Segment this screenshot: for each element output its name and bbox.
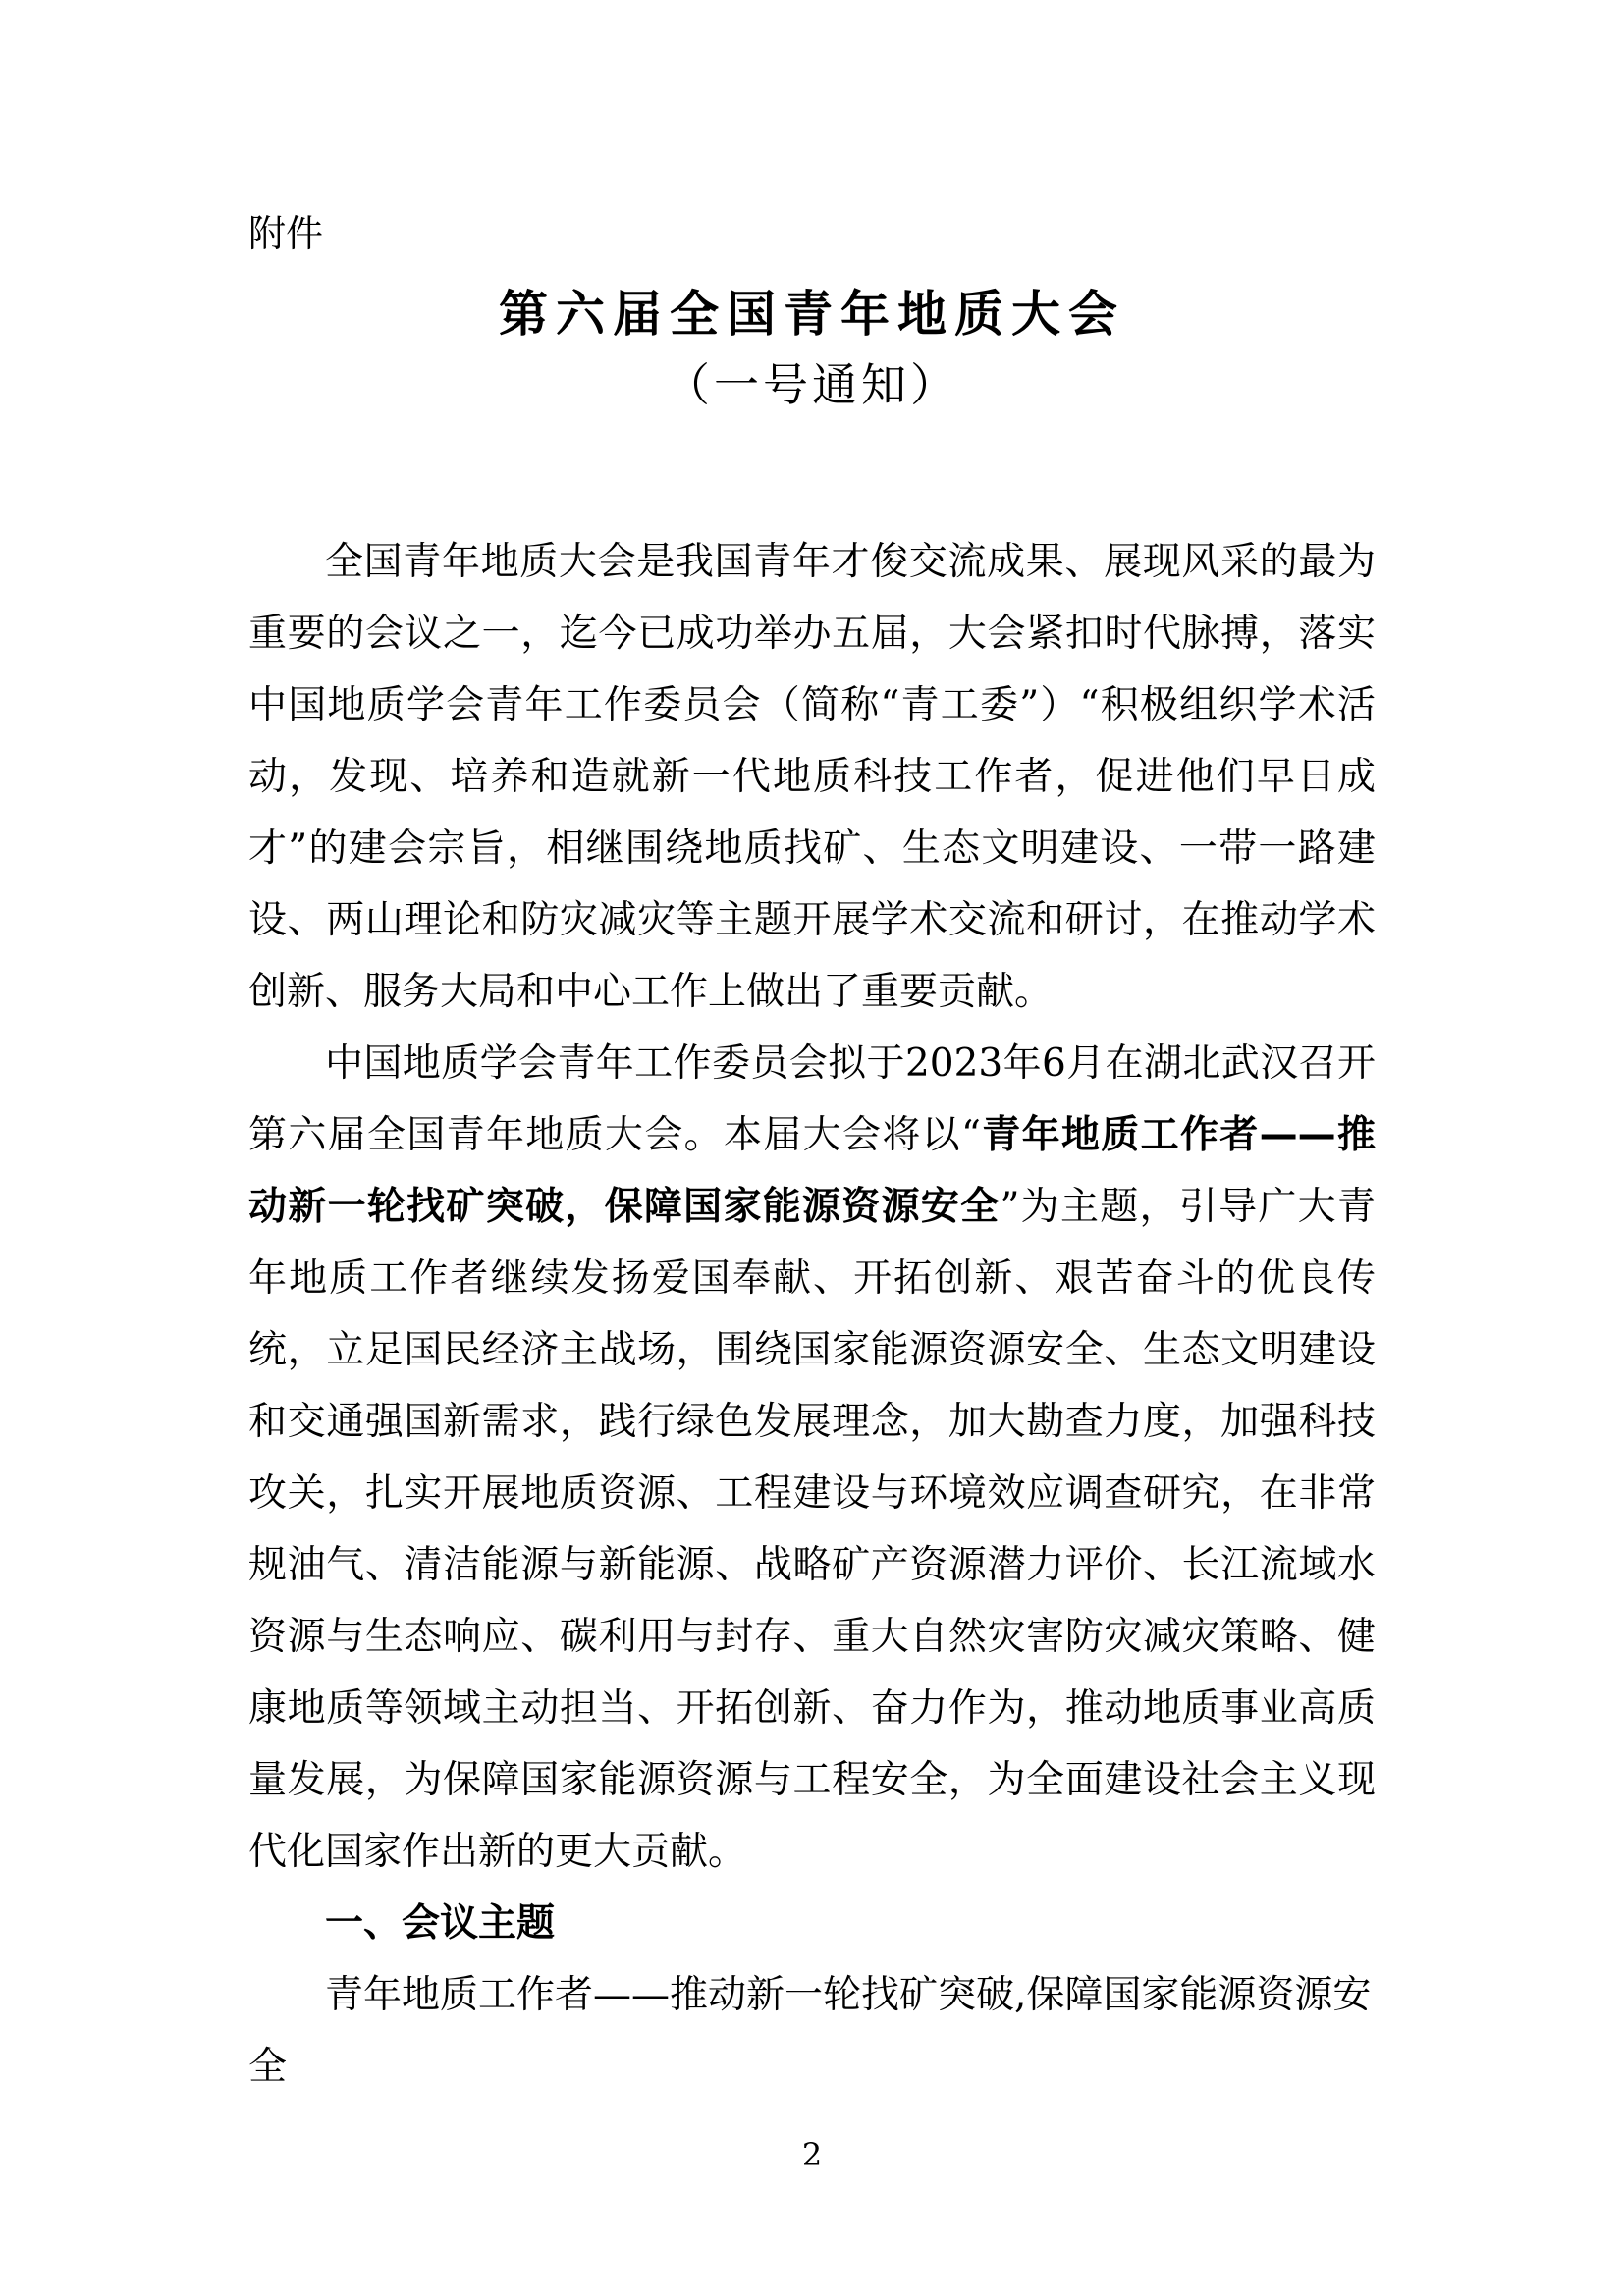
page-number: 2 (801, 2136, 823, 2173)
section-heading-conference-theme: 一、会议主题 (325, 1901, 556, 1946)
document-body (248, 526, 1376, 2103)
paragraph-announcement-post: ”为主题，引导广大青年地质工作者继续发扬爱国奉献、开拓创新、艰苦奋斗的优良传统，立足国民经济主战场，围绕国家能源资源安全、生态文明建设和交通强国新需求，践行绿色发展理念，加大勘查力度，加强科技攻关，扎实开展地质资源、工程建设与环境效应调查研究，在非常规油气、清洁能源与新能源、战略矿产资源潜力评价、长江流域水资源与生态响应、碳利用与封存、重大自然灾害防灾减灾策略、健康地质等领域主动担当、开拓创新、奋力作为，推动地质事业高质量发展，为保障国家能源资源与工程安全，为全面建设社会主义现代化国家作出新的更大贡献。 (248, 1185, 1376, 1874)
paragraph-announcement-pre: 中国地质学会青年工作委员会拟于2023年6月在湖北武汉召开第六届全国青年地质大会。本届大会将以“ (248, 1041, 1376, 1157)
attachment-label: 附件 (248, 212, 324, 255)
paragraph-announcement-theme-bold: 青年地质工作者——推动新一轮找矿突破，保障国家能源资源安全 (248, 1113, 1376, 1229)
paragraph-announcement (248, 1028, 1376, 1888)
document-title: 第六届全国青年地质大会 (499, 285, 1125, 343)
paragraph-intro: 全国青年地质大会是我国青年才俊交流成果、展现风采的最为重要的会议之一，迄今已成功举办五届，大会紧扣时代脉搏，落实中国地质学会青年工作委员会（简称“青工委”）“积极组织学术活动，发现、培养和造就新一代地质科技工作者，促进他们早日成才”的建会宗旨，相继围绕地质找矿、生态文明建设、一带一路建设、两山理论和防灾减灾等主题开展学术交流和研讨，在推动学术创新、服务大局和中心工作上做出了重要贡献。 (248, 540, 1376, 1014)
document-subtitle: （一号通知） (665, 358, 959, 411)
conference-theme-text: 青年地质工作者——推动新一轮找矿突破,保障国家能源资源安全 (248, 1973, 1372, 2089)
